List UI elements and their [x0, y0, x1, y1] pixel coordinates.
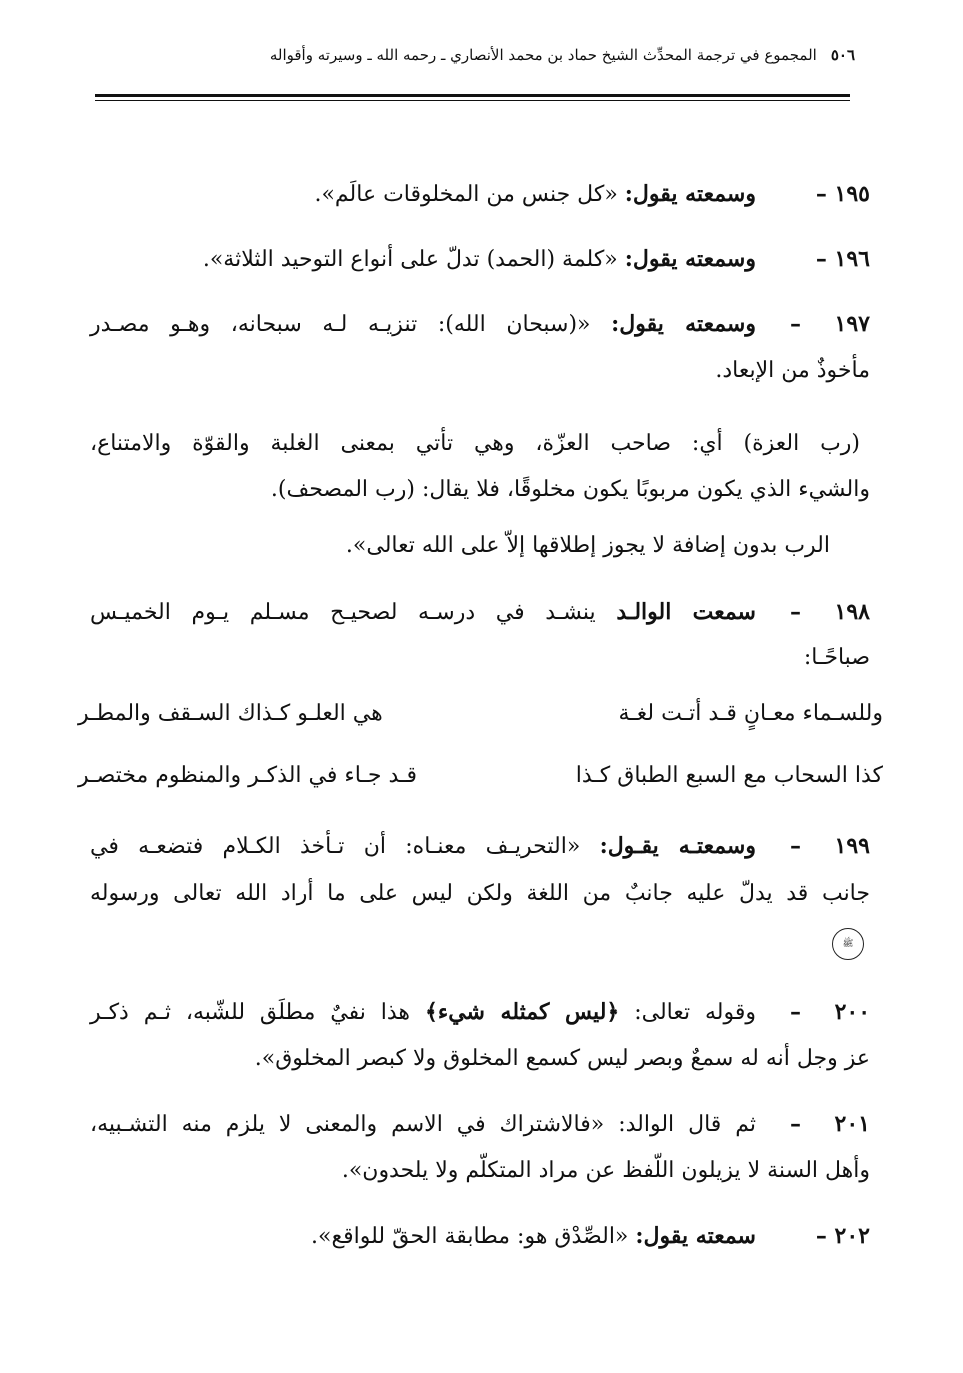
header-rule-thick	[95, 94, 850, 97]
note-197-line-1: (رب العزة) أي: صاحب العزّة، وهي تأتي بمعنى الغلبة والقوّة والامتناع،	[90, 431, 860, 456]
item-number: ٢٠١ –	[790, 1111, 870, 1137]
poem-hemistich-first: وللسـماء معـانٍ قـد أتـت لغـة	[618, 701, 883, 726]
item-198	[90, 596, 870, 629]
item-195	[90, 178, 870, 211]
item-199-continuation: جانب قد يدلّ عليه جانبٌ من اللغة ولكن ليس على ما أراد الله تعالى ورسوله	[90, 881, 870, 906]
poem-hemistich-second: قـد جـاء في الذكـر والمنظوم مختصـر	[78, 763, 417, 788]
item-number: ١٩٥ –	[815, 181, 870, 207]
item-lead: ثم قال الوالد:	[618, 1112, 756, 1137]
item-text: ينشـد في درسـه لصحيـح مسـلم يـوم الخميـس	[90, 600, 596, 625]
item-text: «التحريـف معنـاه: أن تـأخذ الكـلام فتضعـه في	[90, 834, 581, 859]
running-header	[95, 40, 855, 70]
item-speaker: وسمعته يقول:	[611, 311, 756, 337]
salawat-seal: ﷺ	[832, 928, 864, 960]
book-title: المجموع في ترجمة المحدِّث الشيخ حماد بن محمد الأنصاري ـ رحمه الله ـ وسيرته وأقواله	[269, 46, 817, 64]
item-speaker: سمعته يقول:	[635, 1223, 756, 1249]
item-text: «كلمة (الحمد) تدلّ على أنواع التوحيد الثلاثة».	[202, 247, 618, 272]
item-201	[90, 1108, 870, 1141]
note-197-line-3: الرب بدون إضافة لا يجوز إطلاقها إلاّ على الله تعالى».	[345, 533, 830, 558]
item-202	[90, 1220, 870, 1253]
item-text: «فالاشتراك في الاسم والمعنى لا يلزم منه التشـبيه،	[90, 1112, 605, 1137]
item-number: ١٩٦ –	[815, 246, 870, 272]
item-201-continuation: وأهل السنة لا يزيلون اللّفظ عن مراد المتكلّم ولا يلحدون».	[341, 1158, 870, 1183]
item-number: ١٩٨ –	[790, 599, 870, 625]
item-speaker: وسمعتـه يقـول:	[599, 833, 756, 859]
item-speaker: وسمعته يقول:	[624, 181, 756, 207]
item-text: هذا نفيٌ مطلَق للشّبه، ثـم ذكـر	[90, 1000, 411, 1025]
item-speaker: وسمعته يقول:	[624, 246, 756, 272]
item-198-continuation: صباحًـا:	[803, 645, 870, 670]
item-number: ٢٠٠ –	[790, 999, 871, 1025]
item-speaker: سمعت الوالـد	[616, 599, 756, 625]
item-197	[90, 308, 870, 341]
item-text: «الصِّدْق هو: مطابقة الحقّ للواقع».	[310, 1224, 629, 1249]
note-197-line-2: والشيء الذي يكون مربوبًا يكون مخلوقًا، فلا يقال: (رب المصحف).	[270, 477, 870, 502]
page-number: ٥٠٦	[830, 46, 855, 64]
item-text: «(سبحان الله): تنزيـه لـه سبحانه، وهـو مصـدر	[90, 312, 591, 337]
poem-verse-1	[78, 698, 883, 730]
item-200	[90, 996, 870, 1029]
quran-quote: ﴿ليس كمثله شيء﴾	[424, 999, 620, 1025]
item-199	[90, 830, 870, 863]
poem-hemistich-second: هي العلـو كـذاك السـقف والمطـر	[78, 701, 383, 726]
item-196	[90, 243, 870, 276]
item-197-continuation: مأخوذٌ من الإبعاد.	[715, 358, 870, 383]
item-lead: وقوله تعالى:	[634, 1000, 757, 1025]
item-text: «كل جنس من المخلوقات عالَم».	[314, 182, 618, 207]
header-rule-thin	[95, 100, 850, 101]
poem-hemistich-first: كذا السحاب مع السبع الطباق كـذا	[575, 763, 883, 788]
item-number: ١٩٧ –	[789, 311, 870, 337]
item-number: ١٩٩ –	[789, 833, 870, 859]
poem-verse-2	[78, 760, 883, 792]
item-200-continuation: عز وجل أنه له سمعٌ وبصر ليس كسمع المخلوق ولا كبصر المخلوق».	[254, 1046, 870, 1071]
item-number: ٢٠٢ –	[815, 1223, 870, 1249]
